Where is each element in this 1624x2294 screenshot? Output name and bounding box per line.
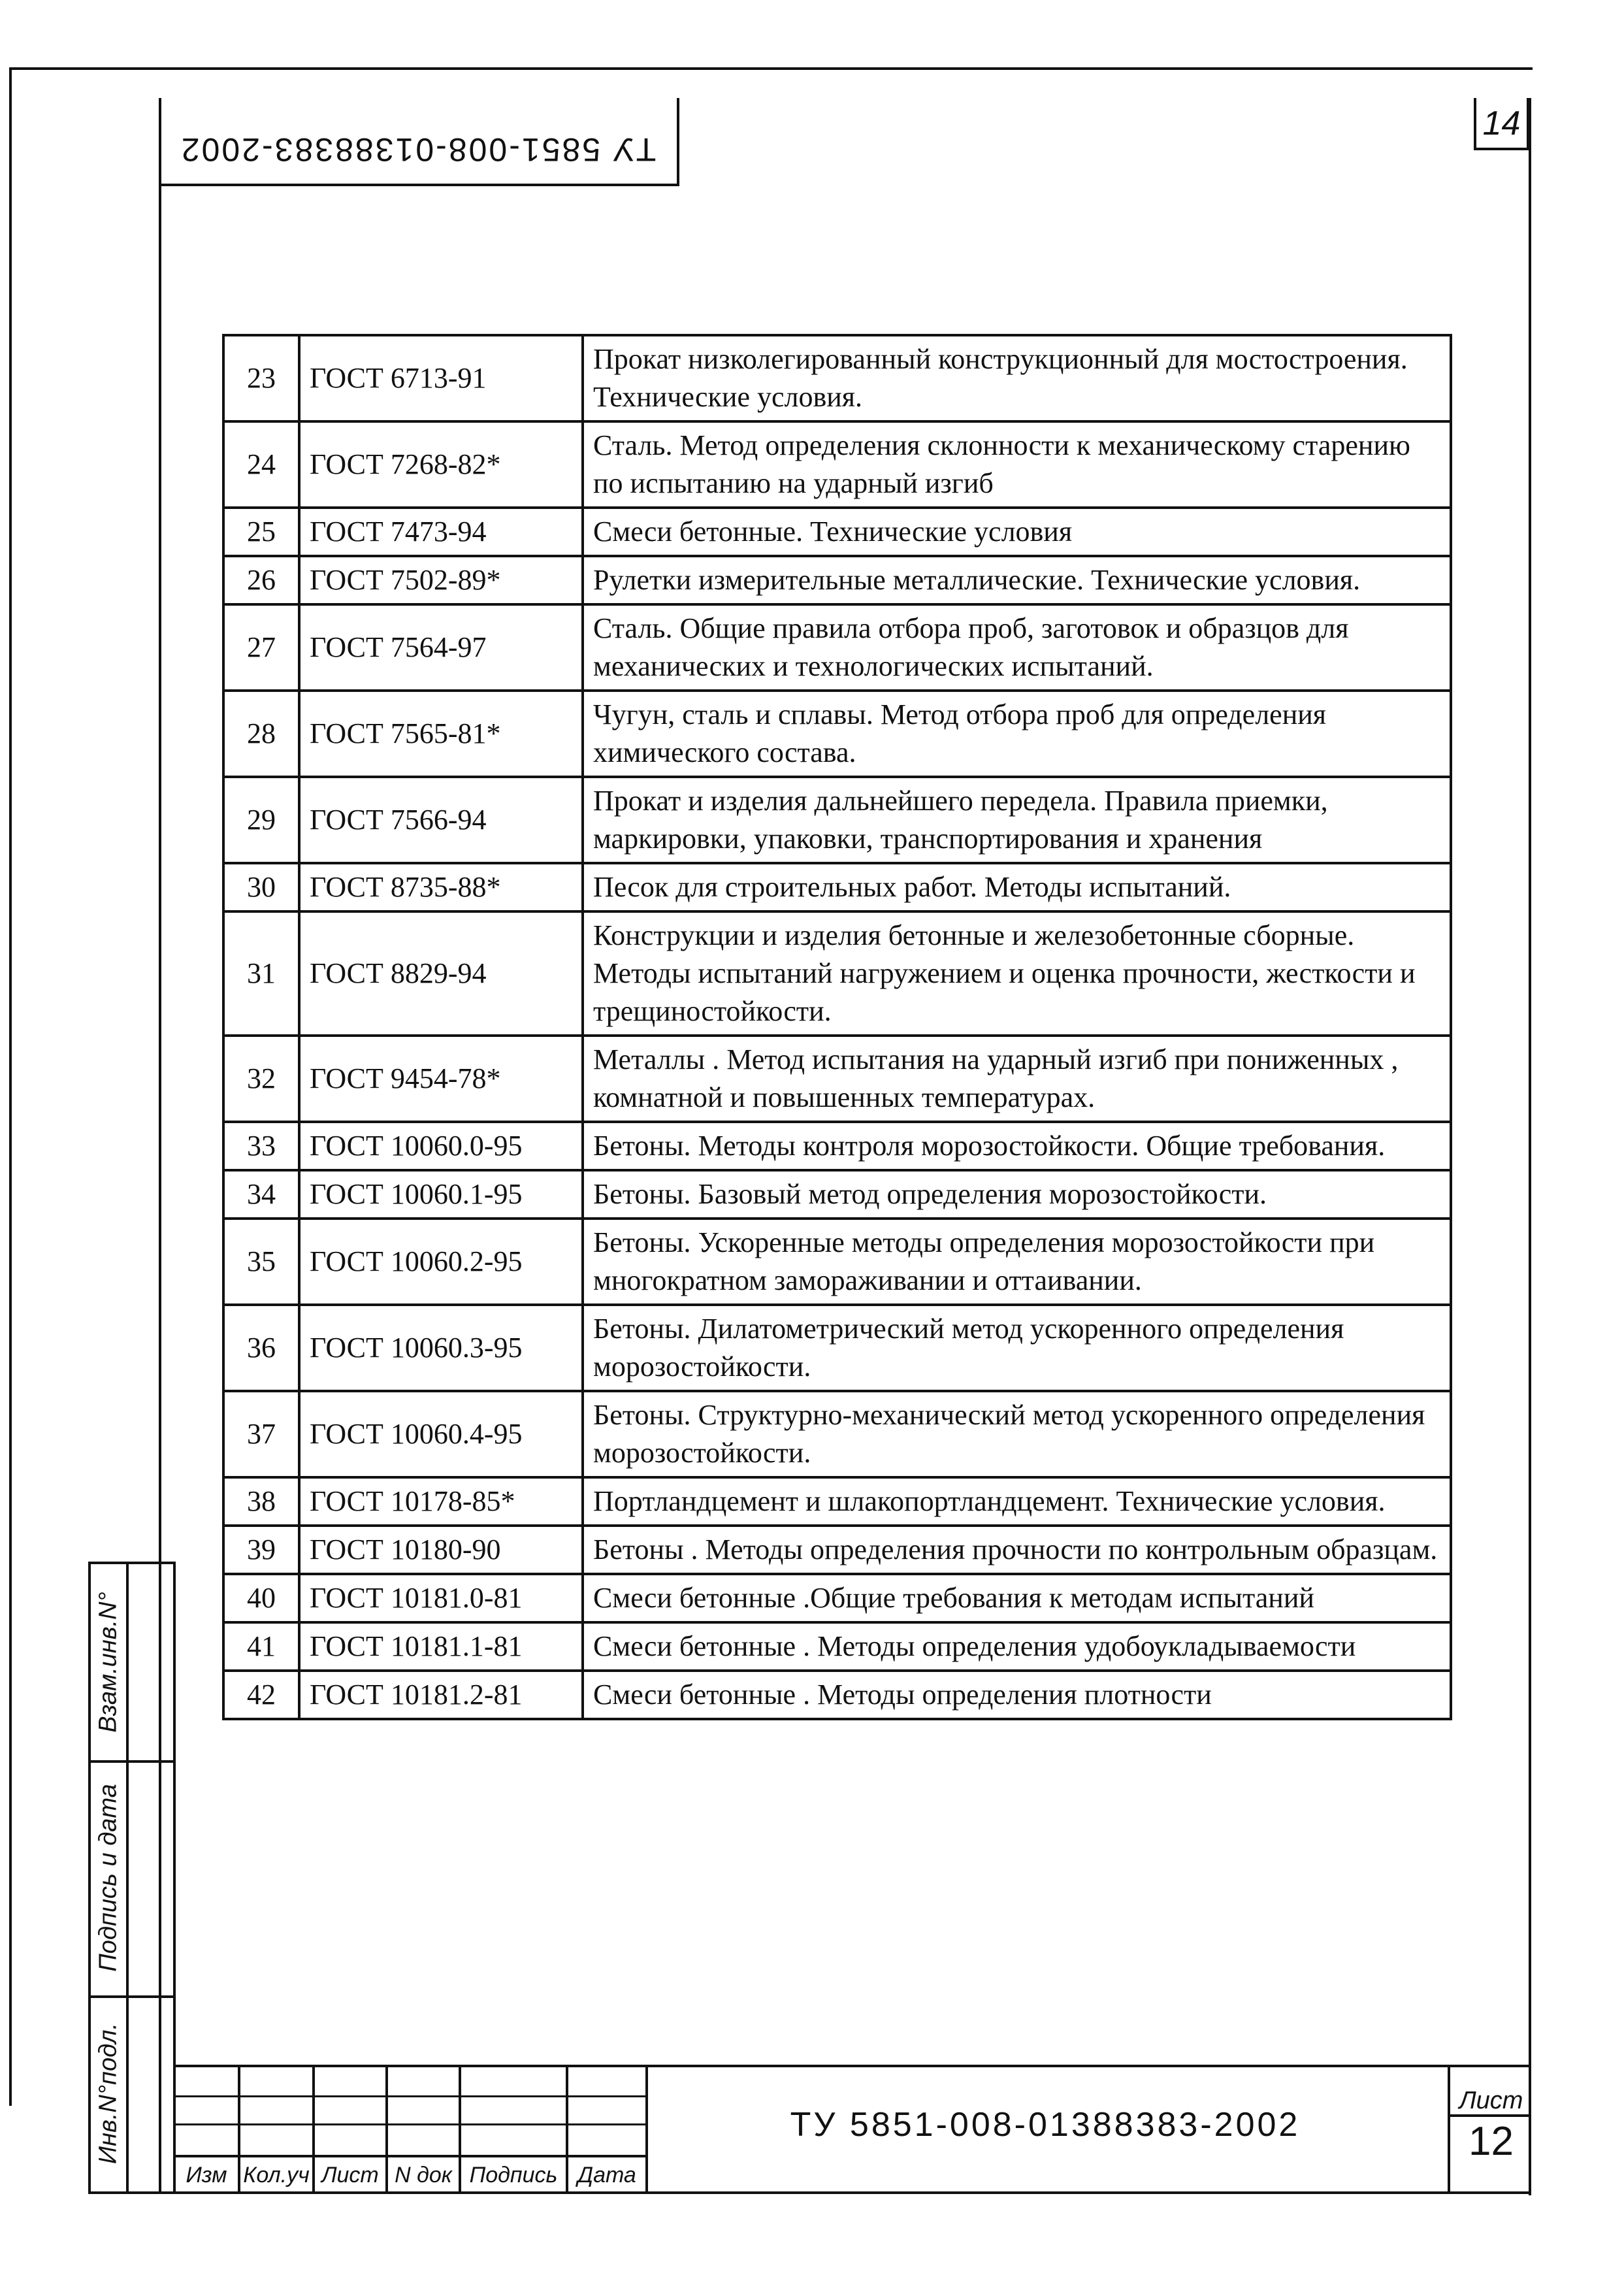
row-number: 40 bbox=[223, 1574, 299, 1622]
standard-code: ГОСТ 7564-97 bbox=[299, 604, 583, 691]
standard-code: ГОСТ 10181.1-81 bbox=[299, 1622, 583, 1671]
handwritten-page-number: 14 bbox=[1474, 98, 1529, 150]
top-doc-stamp bbox=[159, 98, 679, 186]
standard-code: ГОСТ 8829-94 bbox=[299, 911, 583, 1036]
standard-title: Бетоны. Структурно-механический метод ускоренного определения морозостойкости. bbox=[583, 1391, 1451, 1477]
table-row bbox=[223, 691, 1451, 777]
row-number: 28 bbox=[223, 691, 299, 777]
standard-title: Бетоны. Методы контроля морозостойкости. Общие требования. bbox=[583, 1122, 1451, 1170]
table-row bbox=[223, 604, 1451, 691]
standard-title: Металлы . Метод испытания на ударный изгиб при пониженных , комнатной и повышенных температурах. bbox=[583, 1036, 1451, 1122]
title-block-row-line-2 bbox=[175, 2123, 648, 2125]
side-stamp-divider bbox=[126, 1564, 129, 2191]
standard-code: ГОСТ 10181.2-81 bbox=[299, 1671, 583, 1719]
standard-title: Смеси бетонные. Технические условия bbox=[583, 508, 1451, 556]
standard-code: ГОСТ 10060.0-95 bbox=[299, 1122, 583, 1170]
table-row bbox=[223, 1170, 1451, 1219]
row-number: 41 bbox=[223, 1622, 299, 1671]
table-row bbox=[223, 335, 1451, 421]
row-number: 23 bbox=[223, 335, 299, 421]
standard-code: ГОСТ 10178-85* bbox=[299, 1477, 583, 1526]
row-number: 32 bbox=[223, 1036, 299, 1122]
row-number: 26 bbox=[223, 556, 299, 604]
standard-title: Портландцемент и шлакопортландцемент. Технические условия. bbox=[583, 1477, 1451, 1526]
standard-code: ГОСТ 7268-82* bbox=[299, 421, 583, 508]
table-row bbox=[223, 421, 1451, 508]
col-label-list: Лист bbox=[321, 2163, 379, 2187]
standard-code: ГОСТ 10180-90 bbox=[299, 1526, 583, 1574]
standard-code: ГОСТ 7502-89* bbox=[299, 556, 583, 604]
standard-title: Смеси бетонные . Методы определения плотности bbox=[583, 1671, 1451, 1719]
table-row bbox=[223, 911, 1451, 1036]
table-row bbox=[223, 1526, 1451, 1574]
table-row bbox=[223, 1219, 1451, 1305]
row-number: 37 bbox=[223, 1391, 299, 1477]
table-row bbox=[223, 508, 1451, 556]
standard-code: ГОСТ 10060.2-95 bbox=[299, 1219, 583, 1305]
standard-code: ГОСТ 10060.3-95 bbox=[299, 1305, 583, 1391]
standard-title: Прокат и изделия дальнейшего передела. Правила приемки, маркировки, упаковки, транспортирования и хранения bbox=[583, 777, 1451, 863]
row-number: 34 bbox=[223, 1170, 299, 1219]
title-block-top-line bbox=[175, 2065, 1531, 2067]
row-number: 31 bbox=[223, 911, 299, 1036]
table-row bbox=[223, 1622, 1451, 1671]
col-label-signature: Подпись bbox=[469, 2163, 558, 2187]
row-number: 36 bbox=[223, 1305, 299, 1391]
standard-title: Бетоны. Ускоренные методы определения морозостойкости при многократном замораживании и оттаивании. bbox=[583, 1219, 1451, 1305]
top-doc-code: ТУ 5851-008-01388383-2002 bbox=[179, 131, 657, 168]
table-row bbox=[223, 1036, 1451, 1122]
sheet-label: Лист bbox=[1459, 2087, 1523, 2114]
row-number: 35 bbox=[223, 1219, 299, 1305]
row-number: 30 bbox=[223, 863, 299, 911]
col-label-date: Дата bbox=[577, 2163, 636, 2187]
col-label-izm: Изм bbox=[186, 2163, 227, 2187]
frame-right-line bbox=[1529, 98, 1531, 2195]
standard-code: ГОСТ 7566-94 bbox=[299, 777, 583, 863]
row-number: 42 bbox=[223, 1671, 299, 1719]
standard-title: Бетоны. Базовый метод определения морозостойкости. bbox=[583, 1170, 1451, 1219]
standard-title: Конструкции и изделия бетонные и железобетонные сборные. Методы испытаний нагружением и оценка прочности, жесткости и трещиностойкости. bbox=[583, 911, 1451, 1036]
col-label-n-dok: N док bbox=[395, 2163, 452, 2187]
col-label-kol-uch: Кол.уч bbox=[243, 2163, 310, 2187]
sheet-number: 12 bbox=[1469, 2119, 1514, 2164]
title-block-row-line-1 bbox=[175, 2095, 648, 2097]
table-row bbox=[223, 777, 1451, 863]
standard-title: Бетоны . Методы определения прочности по контрольным образцам. bbox=[583, 1526, 1451, 1574]
standard-code: ГОСТ 10181.0-81 bbox=[299, 1574, 583, 1622]
sign-date-label: Подпись и дата bbox=[94, 1784, 122, 1972]
frame-left-outer-line bbox=[9, 67, 12, 2106]
table-row bbox=[223, 1305, 1451, 1391]
row-number: 33 bbox=[223, 1122, 299, 1170]
row-number: 29 bbox=[223, 777, 299, 863]
table-row bbox=[223, 556, 1451, 604]
standard-code: ГОСТ 7473-94 bbox=[299, 508, 583, 556]
standard-title: Песок для строительных работ. Методы испытаний. bbox=[583, 863, 1451, 911]
table-row bbox=[223, 1477, 1451, 1526]
frame-top-line bbox=[9, 67, 1533, 70]
row-number: 27 bbox=[223, 604, 299, 691]
table-row bbox=[223, 1391, 1451, 1477]
standard-title: Сталь. Метод определения склонности к механическому старению по испытанию на ударный изгиб bbox=[583, 421, 1451, 508]
standard-code: ГОСТ 10060.4-95 bbox=[299, 1391, 583, 1477]
standard-title: Рулетки измерительные металлические. Технические условия. bbox=[583, 556, 1451, 604]
inv-orig-label: Инв.N°подл. bbox=[94, 2022, 122, 2165]
standard-title: Бетоны. Дилатометрический метод ускоренного определения морозостойкости. bbox=[583, 1305, 1451, 1391]
standard-code: ГОСТ 8735-88* bbox=[299, 863, 583, 911]
side-stamp bbox=[88, 1562, 176, 2194]
standards-table bbox=[222, 334, 1452, 1720]
standard-title: Смеси бетонные .Общие требования к методам испытаний bbox=[583, 1574, 1451, 1622]
standard-title: Сталь. Общие правила отбора проб, заготовок и образцов для механических и технологических испытаний. bbox=[583, 604, 1451, 691]
standard-title: Прокат низколегированный конструкционный для мостостроения. Технические условия. bbox=[583, 335, 1451, 421]
row-number: 24 bbox=[223, 421, 299, 508]
standard-code: ГОСТ 7565-81* bbox=[299, 691, 583, 777]
side-stamp-separator-2 bbox=[91, 1995, 173, 1998]
standard-code: ГОСТ 6713-91 bbox=[299, 335, 583, 421]
row-number: 39 bbox=[223, 1526, 299, 1574]
table-row bbox=[223, 1574, 1451, 1622]
table-row bbox=[223, 863, 1451, 911]
table-row bbox=[223, 1122, 1451, 1170]
standard-code: ГОСТ 10060.1-95 bbox=[299, 1170, 583, 1219]
standards-table-body bbox=[223, 335, 1451, 1719]
table-row bbox=[223, 1671, 1451, 1719]
standard-title: Чугун, сталь и сплавы. Метод отбора проб для определения химического состава. bbox=[583, 691, 1451, 777]
standard-title: Смеси бетонные . Методы определения удобоукладываемости bbox=[583, 1622, 1451, 1671]
side-stamp-separator-1 bbox=[91, 1760, 173, 1763]
standard-code: ГОСТ 9454-78* bbox=[299, 1036, 583, 1122]
row-number: 38 bbox=[223, 1477, 299, 1526]
row-number: 25 bbox=[223, 508, 299, 556]
title-block-doc-code: ТУ 5851-008-01388383-2002 bbox=[790, 2106, 1301, 2144]
repl-inv-label: Взам.инв.N° bbox=[94, 1592, 122, 1733]
